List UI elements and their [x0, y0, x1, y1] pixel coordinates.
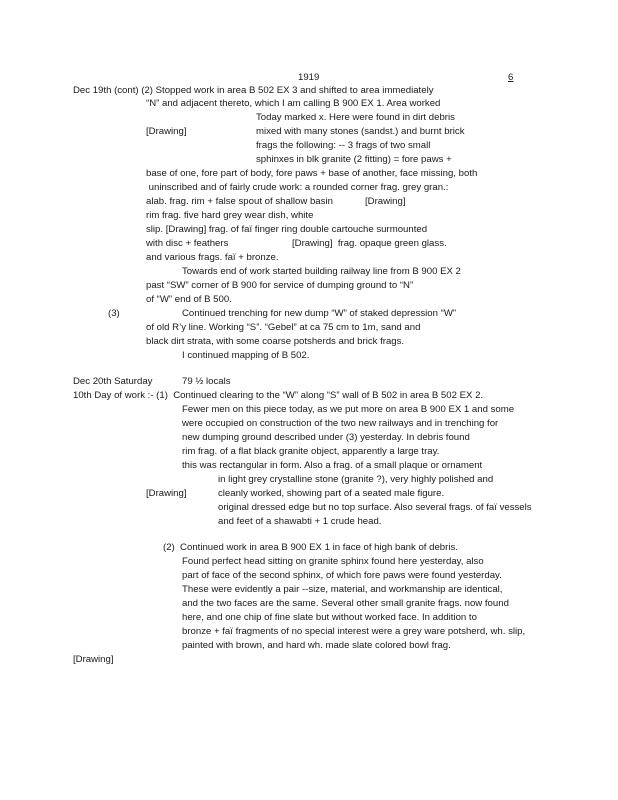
text-line: uninscribed and of fairly crude work: a rounded corner frag. grey gran.:	[146, 182, 449, 193]
page-year: 1919	[298, 72, 320, 83]
text-line: Today marked x. Here were found in dirt debris	[256, 112, 455, 123]
text-line: this was rectangular in form. Also a frag. of a small plaque or ornament	[182, 460, 483, 471]
text-line: Towards end of work started building railway line from B 900 EX 2	[182, 266, 461, 277]
text-line: [Drawing]	[146, 126, 187, 137]
text-line: “N” and adjacent thereto, which I am calling B 900 EX 1. Area worked	[146, 98, 441, 109]
text-line: cleanly worked, showing part of a seated male figure.	[218, 488, 445, 499]
text-line: Fewer men on this piece today, as we put more on area B 900 EX 1 and some	[182, 404, 515, 415]
text-line: and various frags. faï + bronze.	[146, 252, 279, 263]
text-line: here, and one chip of fine slate but without worked face. In addition to	[182, 612, 477, 623]
text-line: Continued trenching for new dump “W” of staked depression “W”	[182, 308, 457, 319]
text-line: bronze + faï fragments of no special interest were a grey ware potsherd, wh. slip,	[182, 626, 526, 637]
text-line: [Drawing]	[146, 488, 187, 499]
text-line: (3)	[108, 308, 120, 319]
text-line: frags the following: -- 3 frags of two small	[256, 140, 431, 151]
text-line: were occupied on construction of the two new railways and in trenching for	[182, 418, 499, 429]
text-line: 79 ½ locals	[182, 376, 231, 387]
text-line: Dec 20th Saturday	[73, 376, 153, 387]
text-line: of “W” end of B 500.	[146, 294, 232, 305]
text-line: Found perfect head sitting on granite sphinx found here yesterday, also	[182, 556, 484, 567]
text-line: [Drawing]	[73, 654, 114, 665]
text-line: alab. frag. rim + false spout of shallow basin	[146, 196, 333, 207]
text-line: and the two faces are the same. Several other small granite frags. now found	[182, 598, 509, 609]
text-line: rim frag. of a flat black granite object, apparently a large tray.	[182, 446, 440, 457]
text-line: I continued mapping of B 502.	[182, 350, 310, 361]
text-line: black dirt strata, with some coarse potsherds and brick frags.	[146, 336, 405, 347]
text-line: base of one, fore part of body, fore paws + base of another, face missing, both	[146, 168, 478, 179]
text-line: [Drawing]	[365, 196, 406, 207]
page-number: 6	[508, 72, 514, 83]
text-line: in light grey crystalline stone (granite ?), very highly polished and	[218, 474, 494, 485]
text-line: 10th Day of work :- (1) Continued clearing to the “W” along “S” wall of B 502 in area B 502 EX 2.	[73, 390, 484, 401]
text-line: of old R’y line. Working “S”. “Gebel” at ca 75 cm to 1m, sand and	[146, 322, 421, 333]
text-line: new dumping ground described under (3) yesterday. In debris found	[182, 432, 470, 443]
text-line: mixed with many stones (sandst.) and burnt brick	[256, 126, 465, 137]
text-line: original dressed edge but no top surface. Also several frags. of faï vessels	[218, 502, 532, 513]
text-line: Dec 19th (cont) (2) Stopped work in area B 502 EX 3 and shifted to area immediately	[73, 85, 434, 96]
text-line: These were evidently a pair --size, material, and workmanship are identical,	[182, 584, 503, 595]
text-line: part of face of the second sphinx, of which fore paws were found yesterday.	[182, 570, 502, 581]
text-line: (2) Continued work in area B 900 EX 1 in face of high bank of debris.	[163, 542, 458, 553]
text-line: and feet of a shawabti + 1 crude head.	[218, 516, 382, 527]
text-line: rim frag. five hard grey wear dish, white	[146, 210, 314, 221]
text-line: sphinxes in blk granite (2 fitting) = fore paws +	[256, 154, 452, 165]
text-line: painted with brown, and hard wh. made slate colored bowl frag.	[182, 640, 451, 651]
text-line: with disc + feathers	[146, 238, 229, 249]
text-line: [Drawing] frag. opaque green glass.	[292, 238, 447, 249]
text-line: past “SW” corner of B 900 for service of dumping ground to “N”	[146, 280, 414, 291]
text-line: slip. [Drawing] frag. of faï finger ring double cartouche surmounted	[146, 224, 428, 235]
